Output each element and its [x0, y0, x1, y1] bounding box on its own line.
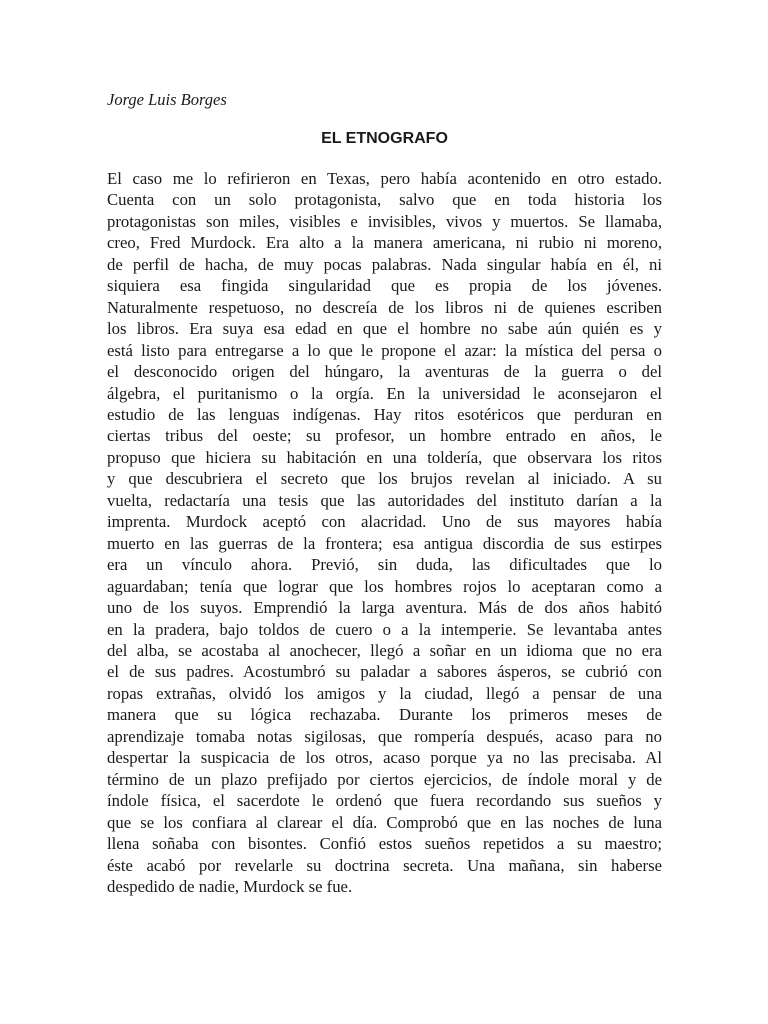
- body-paragraph: [107, 168, 662, 897]
- text-line: aguardaban; tenía que lograr que los hombres rojos lo aceptaran como a: [107, 576, 662, 596]
- text-line: ciertas tribus del oeste; su profesor, un hombre entrado en años, le: [107, 426, 662, 446]
- document-page: [107, 88, 662, 897]
- text-line: éste acabó por revelarle su doctrina secreta. Una mañana, sin haberse: [107, 855, 662, 875]
- text-line: vuelta, redactaría una tesis que las autoridades del instituto darían a la: [107, 490, 662, 510]
- document-title: EL ETNOGRAFO: [321, 130, 448, 147]
- text-line: los libros. Era suya esa edad en que el hombre no sabe aún quién es y: [107, 319, 662, 339]
- text-line: índole física, el sacerdote le ordenó que fuera recordando sus sueños y: [107, 791, 662, 811]
- text-line: muerto en las guerras de la frontera; esa antigua discordia de sus estirpes: [107, 533, 662, 553]
- text-line: imprenta. Murdock aceptó con alacridad. Uno de sus mayores había: [107, 512, 662, 532]
- text-line: ropas extrañas, olvidó los amigos y la ciudad, llegó a pensar de una: [107, 683, 662, 703]
- text-line: del alba, se acostaba al anochecer, llegó a soñar en un idioma que no era: [107, 640, 662, 660]
- text-line: término de un plazo prefijado por ciertos ejercicios, de índole moral y de: [107, 769, 662, 789]
- text-line: siquiera esa fingida singularidad que es propia de los jóvenes.: [107, 276, 662, 296]
- text-line: llena soñaba con bisontes. Confió estos sueños repetidos a su maestro;: [107, 834, 662, 854]
- text-line: despertar la suspicacia de los otros, acaso porque ya no las precisaba. Al: [107, 748, 662, 768]
- text-line: Cuenta con un solo protagonista, salvo que en toda historia los: [107, 190, 662, 210]
- text-line: creo, Fred Murdock. Era alto a la manera americana, ni rubio ni moreno,: [107, 233, 662, 253]
- text-line: despedido de nadie, Murdock se fue.: [107, 876, 353, 896]
- author-name: Jorge Luis Borges: [107, 90, 227, 109]
- text-line: álgebra, el puritanismo o la orgía. En la universidad le aconsejaron el: [107, 383, 662, 403]
- text-line: estudio de las lenguas indígenas. Hay ritos esotéricos que perduran en: [107, 404, 662, 424]
- text-line: uno de los suyos. Emprendió la larga aventura. Más de dos años habitó: [107, 598, 662, 618]
- text-line: está listo para entregarse a lo que le propone el azar: la mística del persa o: [107, 340, 662, 360]
- text-line: era un vínculo ahora. Previó, sin duda, las dificultades que lo: [107, 555, 662, 575]
- text-line: propuso que hiciera su habitación en una toldería, que observara los ritos: [107, 447, 662, 467]
- text-line: Naturalmente respetuoso, no descreía de los libros ni de quienes escriben: [107, 297, 662, 317]
- text-line: el desconocido origen del húngaro, la aventuras de la guerra o del: [107, 362, 662, 382]
- text-line: y que descubriera el secreto que los brujos revelan al iniciado. A su: [107, 469, 662, 489]
- text-line: El caso me lo refirieron en Texas, pero había acontenido en otro estado.: [107, 169, 662, 188]
- text-line: que se los confiara al clarear el día. Comprobó que en las noches de luna: [107, 812, 662, 832]
- text-line: de perfil de hacha, de muy pocas palabras. Nada singular había en él, ni: [107, 254, 662, 274]
- text-line: aprendizaje tomaba notas sigilosas, que rompería después, acaso para no: [107, 726, 662, 746]
- text-line: el de sus padres. Acostumbró su paladar a sabores ásperos, se cubrió con: [107, 662, 662, 682]
- text-line: en la pradera, bajo toldos de cuero o a la intemperie. Se levantaba antes: [107, 619, 662, 639]
- text-line: manera que su lógica rechazaba. Durante los primeros meses de: [107, 705, 662, 725]
- text-line: protagonistas son miles, visibles e invisibles, vivos y muertos. Se llamaba,: [107, 211, 662, 231]
